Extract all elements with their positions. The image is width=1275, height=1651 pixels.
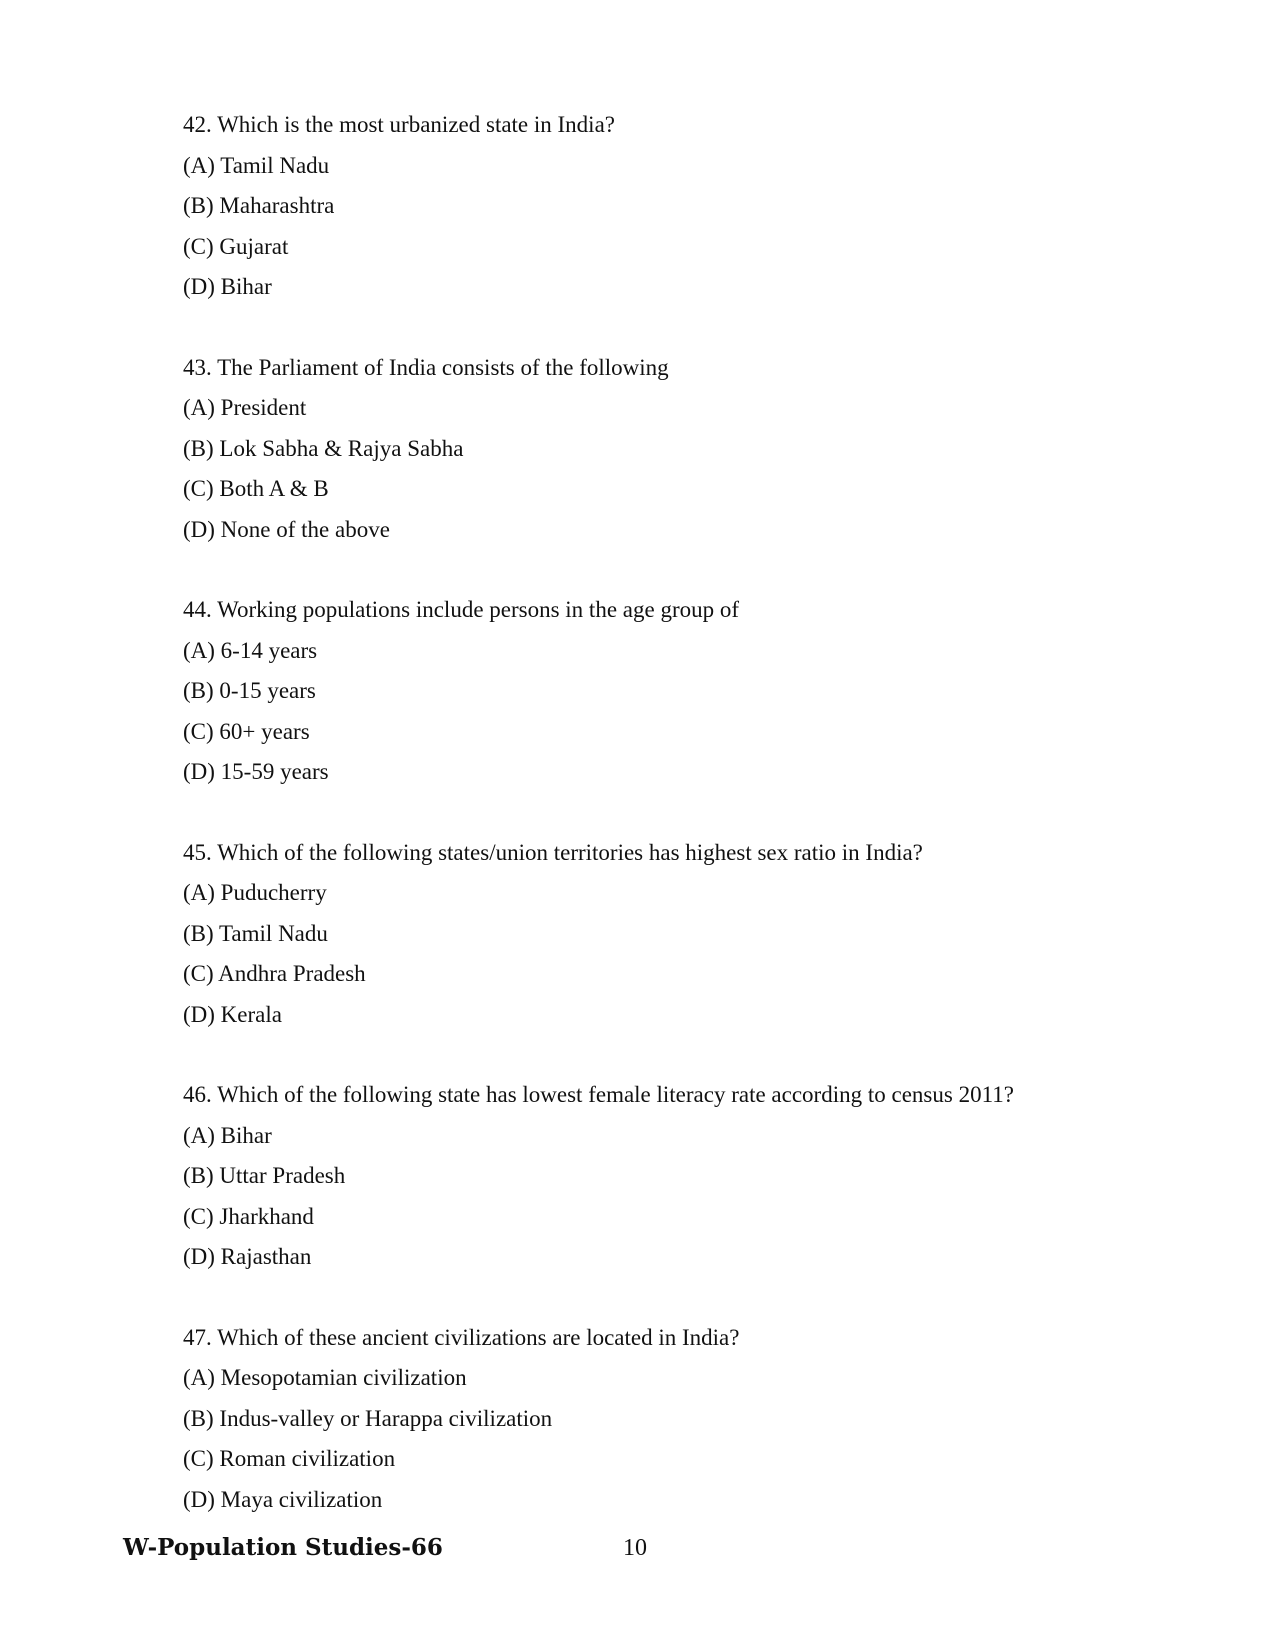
option-c: (C) Jharkhand [183,1203,314,1229]
option-c: (C) Both A & B [183,476,329,501]
option-b: (B) Lok Sabha & Rajya Sabha [183,435,464,461]
question-47 [183,1318,1183,1521]
document-title: W-Population Studies-66 [123,1534,443,1561]
option-b: (B) Maharashtra [183,193,335,218]
option-c: (C) Roman civilization [183,1446,396,1471]
page-number: 10 [623,1535,647,1561]
option-c: (C) Gujarat [183,233,289,259]
option-a: (A) Puducherry [183,880,327,905]
option-a: (A) President [183,395,307,420]
option-a: (A) Mesopotamian civilization [183,1365,467,1390]
question-44 [183,590,1183,793]
option-d: (D) 15-59 years [183,759,329,784]
option-d: (D) None of the above [183,516,390,542]
option-a: (A) Tamil Nadu [183,152,330,178]
option-c: (C) Andhra Pradesh [183,961,366,986]
option-a: (A) 6-14 years [183,637,318,663]
option-b: (B) 0-15 years [183,678,316,703]
page-footer [123,1528,1123,1568]
option-d: (D) Bihar [183,274,272,299]
question-43 [183,348,1183,551]
option-b: (B) Uttar Pradesh [183,1163,346,1188]
question-text: 46. Which of the following state has lowest female literacy rate according to census 2011? [183,1082,1014,1107]
question-42 [183,105,1183,308]
option-b: (B) Tamil Nadu [183,920,328,946]
option-d: (D) Rajasthan [183,1244,312,1269]
question-45 [183,833,1183,1036]
question-text: 47. Which of these ancient civilizations are located in India? [183,1324,740,1350]
question-text: 43. The Parliament of India consists of the following [183,354,669,380]
question-text: 42. Which is the most urbanized state in India? [183,112,615,137]
option-a: (A) Bihar [183,1122,272,1148]
option-d: (D) Kerala [183,1001,282,1027]
question-text: 44. Working populations include persons in the age group of [183,597,740,622]
question-text: 45. Which of the following states/union territories has highest sex ratio in India? [183,839,923,865]
question-list [183,105,1183,1560]
option-c: (C) 60+ years [183,718,310,744]
option-b: (B) Indus-valley or Harappa civilization [183,1405,553,1431]
question-46 [183,1075,1183,1278]
option-d: (D) Maya civilization [183,1486,383,1512]
